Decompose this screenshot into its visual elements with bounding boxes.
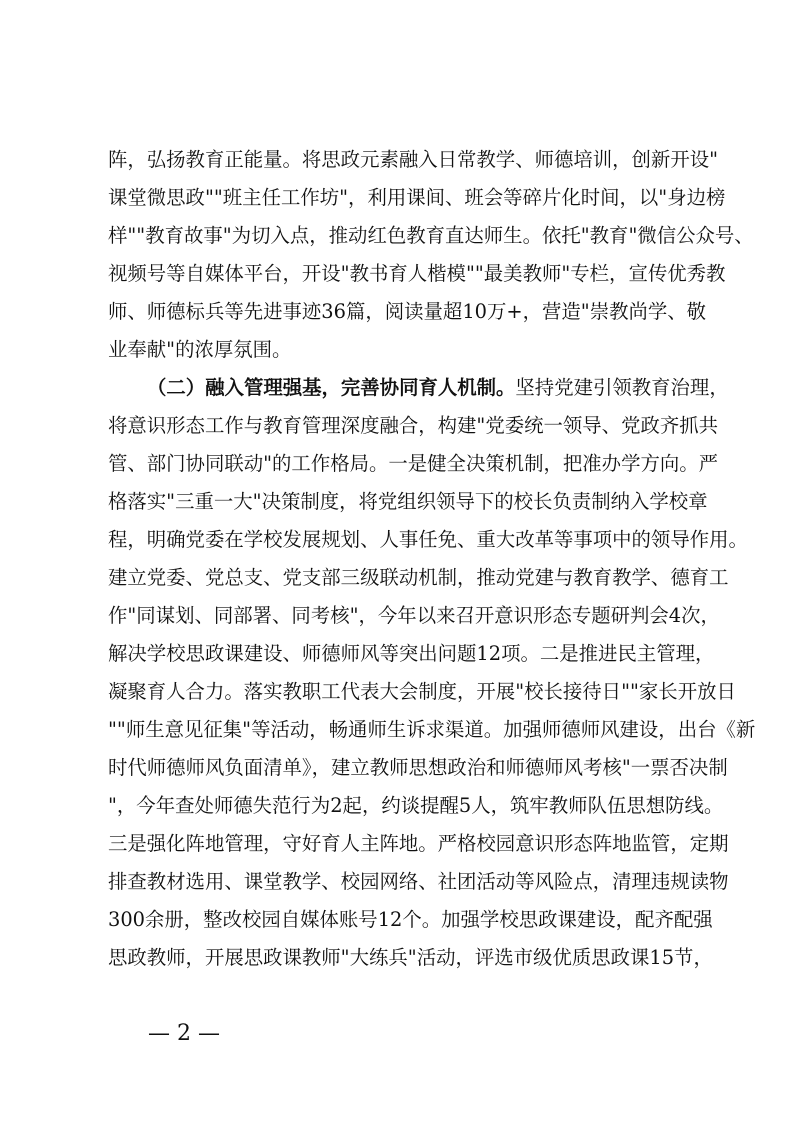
body-text-line: 业奉献"的浓厚氛围。 bbox=[108, 338, 292, 361]
body-text-line: 格落实"三重一大"决策制度，将党组织领导下的校长负责制纳入学校章 bbox=[108, 490, 708, 513]
page-number: — 2 — bbox=[148, 1021, 220, 1046]
body-text-line: 课堂微思政""班主任工作坊"，利用课间、班会等碎片化时间，以"身边榜 bbox=[108, 186, 726, 209]
body-text-line: 视频号等自媒体平台，开设"教书育人楷模""最美教师"专栏，宣传优秀教 bbox=[108, 262, 726, 285]
body-text-line: 建立党委、党总支、党支部三级联动机制，推动党建与教育教学、德育工 bbox=[108, 566, 729, 589]
body-text-line: 管、部门协同联动"的工作格局。一是健全决策机制，把准办学方向。严 bbox=[108, 452, 719, 475]
body-text-line: "，今年查处师德失范行为2起，约谈提醒5人，筑牢教师队伍思想防线。 bbox=[108, 794, 724, 817]
body-text-line: 300余册，整改校园自媒体账号12个。加强学校思政课建设，配齐配强 bbox=[108, 908, 713, 931]
body-text-line: 作"同谋划、同部署、同考核"，今年以来召开意识形态专题研判会4次， bbox=[108, 604, 720, 627]
body-text-run: 坚持党建引领教育治理， bbox=[515, 376, 729, 399]
body-text-line: 解决学校思政课建设、师德师风等突出问题12项。二是推进民主管理， bbox=[108, 642, 715, 665]
body-text-line: 凝聚育人合力。落实教职工代表大会制度，开展"校长接待日""家长开放日 bbox=[108, 680, 736, 703]
body-text-line: 师、师德标兵等先进事迹36篇，阅读量超10万+，营造"崇教尚学、敬 bbox=[108, 300, 707, 323]
body-text-line: 时代师德师风负面清单》，建立教师思想政治和师德师风考核"一票否决制 bbox=[108, 756, 728, 779]
body-text-line: 程，明确党委在学校发展规划、人事任免、重大改革等事项中的领导作用。 bbox=[108, 528, 748, 551]
body-text-line: 样""教育故事"为切入点，推动红色教育直达师生。依托"教育"微信公众号、 bbox=[108, 224, 754, 247]
body-text-line: 阵，弘扬教育正能量。将思政元素融入日常教学、师德培训，创新开设" bbox=[108, 148, 719, 171]
body-text-line: ""师生意见征集"等活动，畅通师生诉求渠道。加强师德师风建设，出台《新 bbox=[108, 718, 756, 741]
section-heading-line bbox=[147, 374, 729, 402]
body-text-line: 排查教材选用、课堂教学、校园网络、社团活动等风险点，清理违规读物 bbox=[108, 870, 729, 893]
body-text-line: 三是强化阵地管理，守好育人主阵地。严格校园意识形态阵地监管，定期 bbox=[108, 832, 729, 855]
body-text-line: 将意识形态工作与教育管理深度融合，构建"党委统一领导、党政齐抓共 bbox=[108, 414, 719, 437]
section-heading: （二）融入管理强基，完善协同育人机制。 bbox=[147, 376, 516, 399]
body-text-line: 思政教师，开展思政课教师"大练兵"活动，评选市级优质思政课15节， bbox=[108, 946, 713, 969]
